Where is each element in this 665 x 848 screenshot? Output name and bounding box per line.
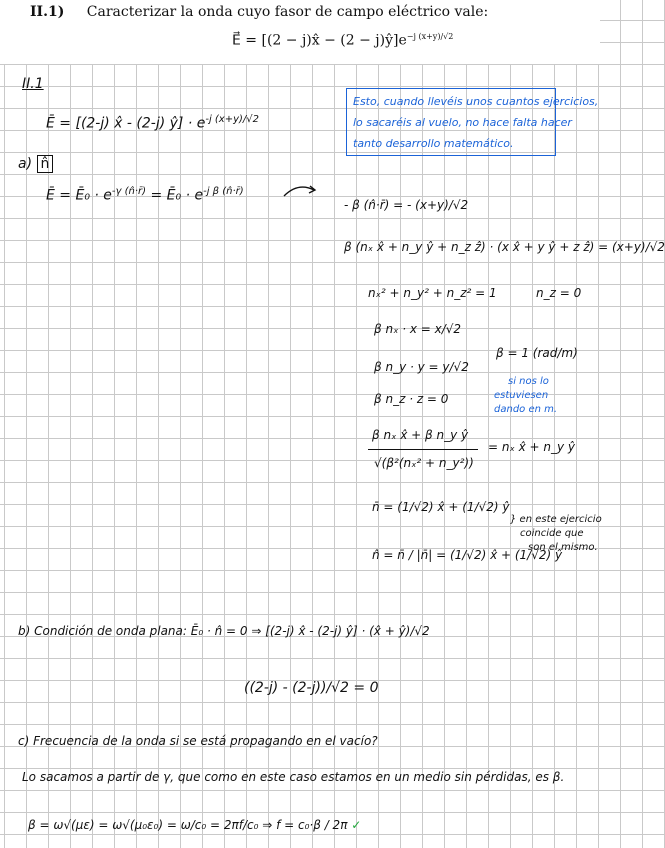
formula-exponent: −j (x+y)/√2 <box>406 32 454 41</box>
beta-note-blue-3: dando en m. <box>494 404 558 415</box>
side-note-box <box>346 88 599 156</box>
part-b-result: ((2-j) - (2-j))/√2 = 0 <box>244 680 379 696</box>
side-note-line-1: Esto, cuando llevéis unos cuantos ejercicios, <box>353 95 599 108</box>
check-icon: ✓ <box>351 818 362 832</box>
problem-statement: Caracterizar la onda cuyo fasor de campo eléctrico vale: <box>86 4 489 20</box>
part-b-line: b) Condición de onda plana: Ē₀ · n̂ = 0 ⇒ [(2-j) x̂ - (2-j) ŷ] · (x̂ + ŷ)/√2 <box>18 624 430 638</box>
step-8-note-3: son el mismo. <box>528 542 598 553</box>
step-8: n̄ = (1/√2) x̂ + (1/√2) ŷ <box>372 500 510 514</box>
step-1: - β (n̂·r̄) = - (x+y)/√2 <box>344 198 469 212</box>
side-note-line-2: lo sacaréis al vuelo, no hace falta hacer <box>353 116 572 129</box>
step-3b: n_z = 0 <box>536 286 582 300</box>
part-a-letter: a) <box>18 156 33 172</box>
field-expr-base: Ē = [(2-j) x̂ - (2-j) ŷ] · e <box>46 115 206 132</box>
side-note-line-3: tanto desarrollo matemático. <box>353 137 514 150</box>
step-7-denominator: √(β²(nₓ² + n_y²)) <box>374 456 474 470</box>
field-expression <box>46 114 259 132</box>
problem-formula <box>232 32 453 49</box>
part-a-boxed-n: n̂ <box>37 155 54 173</box>
arrow-icon <box>280 180 320 200</box>
step-7-rhs: = nₓ x̂ + n_y ŷ <box>488 440 576 454</box>
problem-header <box>0 0 600 64</box>
field-expr-exp: -j (x+y)/√2 <box>205 114 260 125</box>
part-c-result <box>28 818 361 832</box>
step-6: β n_z · z = 0 <box>374 392 449 406</box>
step-3: nₓ² + n_y² + n_z² = 1 <box>368 286 497 300</box>
formula-main: E⃗ = [(2 − j)x̂ − (2 − j)ŷ]e <box>232 32 407 49</box>
step-5: β n_y · y = y/√2 <box>374 360 469 374</box>
part-a-eq-1: Ē = Ē₀ · e <box>46 187 112 204</box>
part-a-eq-1-exp: -γ (n̂·r̄) <box>111 186 147 197</box>
step-7-fraction-bar <box>368 449 478 450</box>
part-a-eq-2: = Ē₀ · e <box>150 187 204 204</box>
step-7-numerator: β nₓ x̂ + β n_y ŷ <box>372 428 469 442</box>
step-4: β nₓ · x = x/√2 <box>374 322 462 336</box>
beta-note: β = 1 (rad/m) <box>496 346 578 360</box>
part-a-eq-2-exp: -j β (n̂·r̄) <box>203 186 244 197</box>
beta-note-blue-2: estuviesen <box>494 390 549 401</box>
part-c-formula: β = ω√(με) = ω√(μ₀ε₀) = ω/c₀ = 2πf/c₀ ⇒ f = c₀·β / 2π <box>28 818 348 832</box>
beta-note-blue-1: si nos lo <box>508 376 549 387</box>
part-c-line: c) Frecuencia de la onda si se está propagando en el vacío? <box>18 734 378 748</box>
section-title: II.1 <box>22 76 44 92</box>
part-a-equation <box>46 186 244 204</box>
problem-number: II.1) <box>30 4 65 20</box>
step-8-note-2: coincide que <box>520 528 584 539</box>
step-8-note-1: } en este ejercicio <box>510 514 602 525</box>
problem-statement-line <box>30 4 488 20</box>
part-a-label <box>18 156 53 172</box>
part-c-line-2: Lo sacamos a partir de γ, que como en este caso estamos en un medio sin pérdidas, es β. <box>22 770 565 784</box>
step-2: β (nₓ x̂ + n_y ŷ + n_z ẑ) · (x x̂ + y ŷ + z ẑ) = (x+y)/√2 <box>344 240 665 254</box>
step-9: n̂ = n̄ / |n̄| = (1/√2) x̂ + (1/√2) ŷ <box>372 548 563 562</box>
